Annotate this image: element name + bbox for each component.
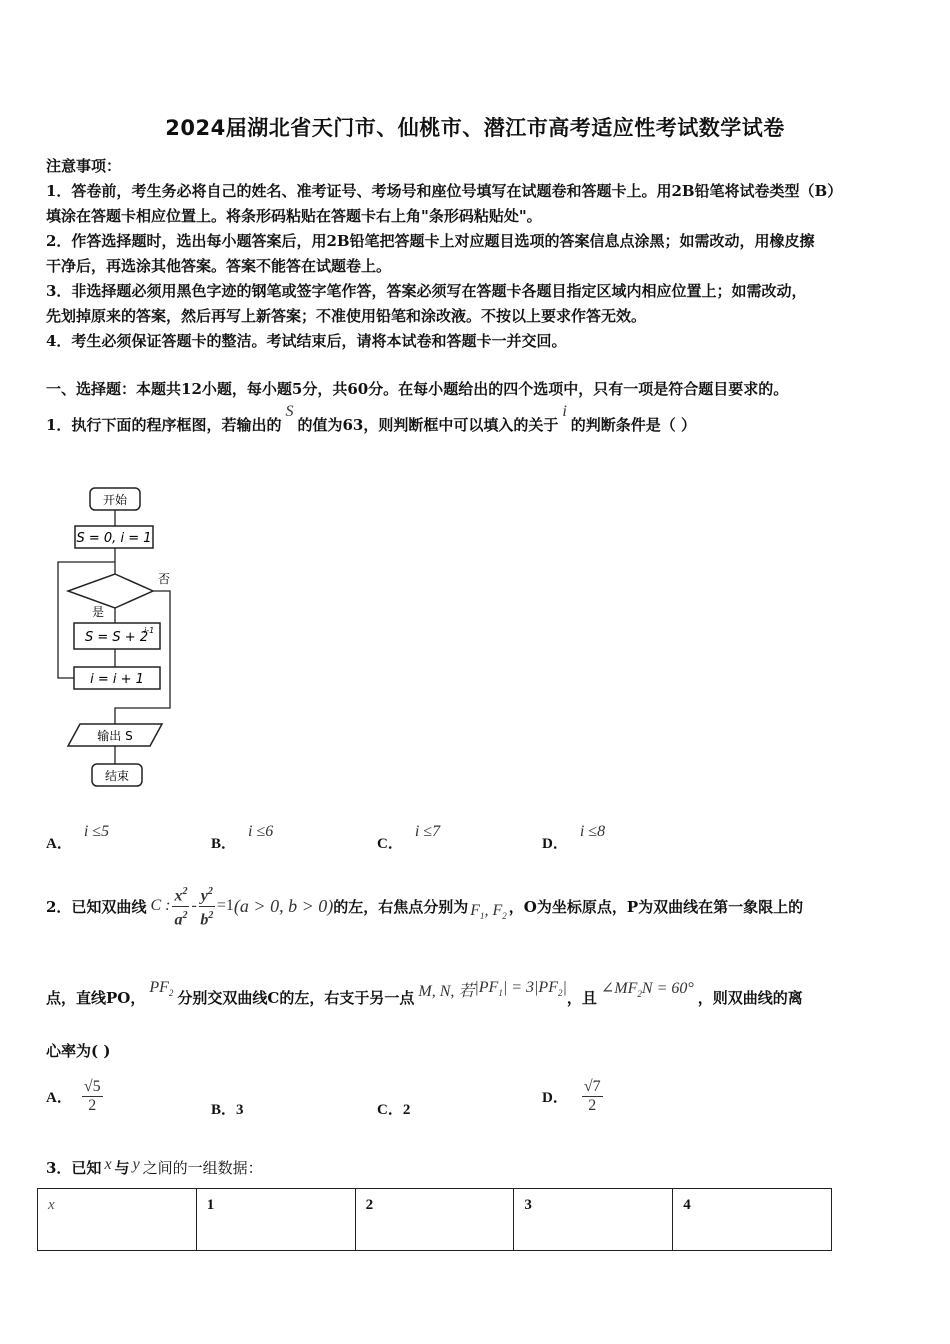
q2-option-d[interactable]: D． $\frac{√7}{2}$ [542, 1078, 601, 1114]
flow-update-s-exponent: i-1 [144, 626, 155, 635]
table-cell-4: 4 [673, 1189, 832, 1251]
table-cell-3: 3 [514, 1189, 673, 1251]
flow-decision [68, 574, 153, 608]
table-cell-1: 1 [196, 1189, 355, 1251]
page-title: 2024届湖北省天门市、仙桃市、潜江市高考适应性考试数学试卷 [165, 116, 785, 140]
q1-option-c[interactable]: C．i ≤7 [377, 823, 441, 852]
flow-yes-label: 是 [92, 605, 105, 619]
notice-heading: 注意事项： [46, 157, 122, 175]
notice-item1-line2: 填涂在答题卡相应位置上。将条形码粘贴在答题卡右上角"条形码粘贴处"。 [46, 207, 542, 225]
q2-options [46, 1078, 746, 1128]
q2-stem-line3: 心率为( ) [46, 1042, 111, 1060]
notice-item1-line1: 1．答卷前，考生务必将自己的姓名、准考证号、考场号和座位号填写在试题卷和答题卡上。用2B铅笔将试卷类型（B） [46, 182, 843, 200]
notice-item3-line2: 先划掉原来的答案，然后再写上新答案；不准使用铅笔和涂改液。不按以上要求作答无效。 [46, 307, 647, 325]
table-row [38, 1189, 832, 1251]
q2-option-a[interactable]: A． $\frac{√5}{2}$ [46, 1078, 101, 1114]
q1-stem: 1．执行下面的程序框图，若输出的S的值为63，则判断框中可以填入的关于i的判断条件是（ ） [46, 403, 697, 434]
q2-stem-line1: 2．已知双曲线 C : $\frac{x^2}{a^2}$ - $\frac{y^2}{b^2}$ =1 (a > 0, b > 0) 的左，右焦点分别为 $F_1$, $F_2$ ，O为坐标原点，P为双曲线在第一象限上的 [46, 880, 803, 932]
flow-end-label: 结束 [104, 769, 130, 783]
q3-data-table [37, 1188, 832, 1251]
flow-update-i-label: i = i + 1 [90, 672, 144, 687]
flow-start-label: 开始 [102, 493, 128, 507]
section-heading: 一、选择题：本题共12小题，每小题5分，共60分。在每小题给出的四个选项中，只有一项是符合题目要求的。 [46, 380, 789, 398]
q1-option-a[interactable]: A．i ≤5 [46, 823, 110, 852]
q2-option-b[interactable]: B．3 [211, 1102, 244, 1118]
table-cell-x: x [38, 1189, 197, 1251]
q2-option-c[interactable]: C．2 [377, 1102, 411, 1118]
flow-output-label: 输出 S [97, 729, 133, 743]
notice-item2-line1: 2．作答选择题时，选出每小题答案后，用2B铅笔把答题卡上对应题目选项的答案信息点涂黑；如需改动，用橡皮擦 [46, 232, 815, 250]
flow-update-s-label: S = S + 2 [85, 630, 149, 645]
table-cell-2: 2 [355, 1189, 514, 1251]
flowchart [50, 480, 230, 800]
notice-item2-line2: 干净后，再选涂其他答案。答案不能答在试题卷上。 [46, 257, 392, 275]
q1-option-b[interactable]: B．i ≤6 [211, 823, 274, 852]
q3-stem: 3．已知 x 与 y 之间的一组数据： [46, 1156, 263, 1177]
flow-no-label: 否 [158, 572, 171, 586]
q1-options [46, 820, 746, 860]
flow-init-label: S = 0, i = 1 [76, 531, 152, 546]
q1-option-d[interactable]: D．i ≤8 [542, 823, 606, 852]
notice-item4: 4．考生必须保证答题卡的整洁。考试结束后，请将本试卷和答题卡一并交回。 [46, 332, 567, 350]
notice-item3-line1: 3．非选择题必须用黑色字迹的钢笔或签字笔作答，答案必须写在答题卡各题目指定区域内相应位置上；如需改动， [46, 282, 807, 300]
q2-stem-line2: 点，直线PO， $PF_2$ 分别交双曲线C的左，右支于另一点 M, N, 若 $|PF_1| = 3|PF_2|$ ，且 $\angle MF_2N = 60^\circ$ ，则双曲线的离 [46, 979, 803, 1007]
